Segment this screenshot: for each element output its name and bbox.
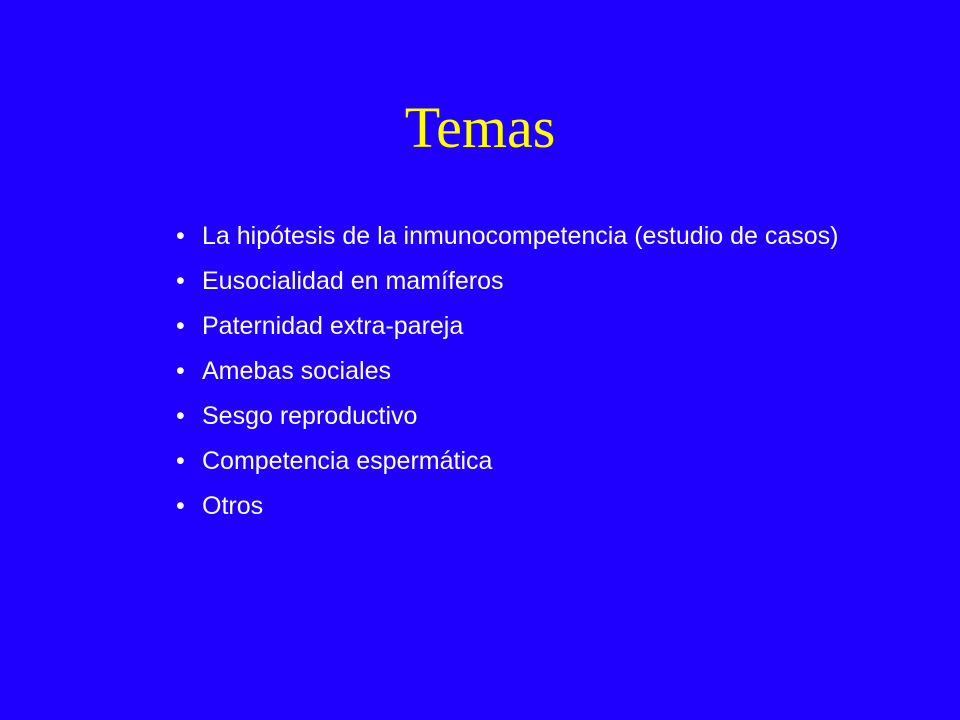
bullet-item (176, 310, 896, 343)
bullet-list (176, 220, 896, 535)
bullet-icon: • (176, 267, 185, 295)
bullet-text: Competencia espermática (202, 447, 493, 475)
bullet-item (176, 400, 896, 433)
bullet-icon: • (176, 222, 185, 250)
slide-title: Temas (404, 95, 556, 160)
bullet-text: Otros (202, 492, 264, 520)
bullet-item (176, 355, 896, 388)
bullet-text: Amebas sociales (202, 357, 391, 385)
bullet-item (176, 265, 896, 298)
bullet-text: Paternidad extra-pareja (202, 312, 464, 340)
bullet-icon: • (176, 312, 185, 340)
bullet-text: Eusocialidad en mamíferos (202, 267, 504, 295)
bullet-item (176, 445, 896, 478)
bullet-item (176, 490, 896, 523)
bullet-icon: • (176, 447, 185, 475)
bullet-text: La hipótesis de la inmunocompetencia (estudio de casos) (202, 222, 839, 250)
bullet-icon: • (176, 402, 185, 430)
bullet-icon: • (176, 357, 185, 385)
bullet-item (176, 220, 896, 253)
bullet-icon: • (176, 492, 185, 520)
bullet-text: Sesgo reproductivo (202, 402, 418, 430)
